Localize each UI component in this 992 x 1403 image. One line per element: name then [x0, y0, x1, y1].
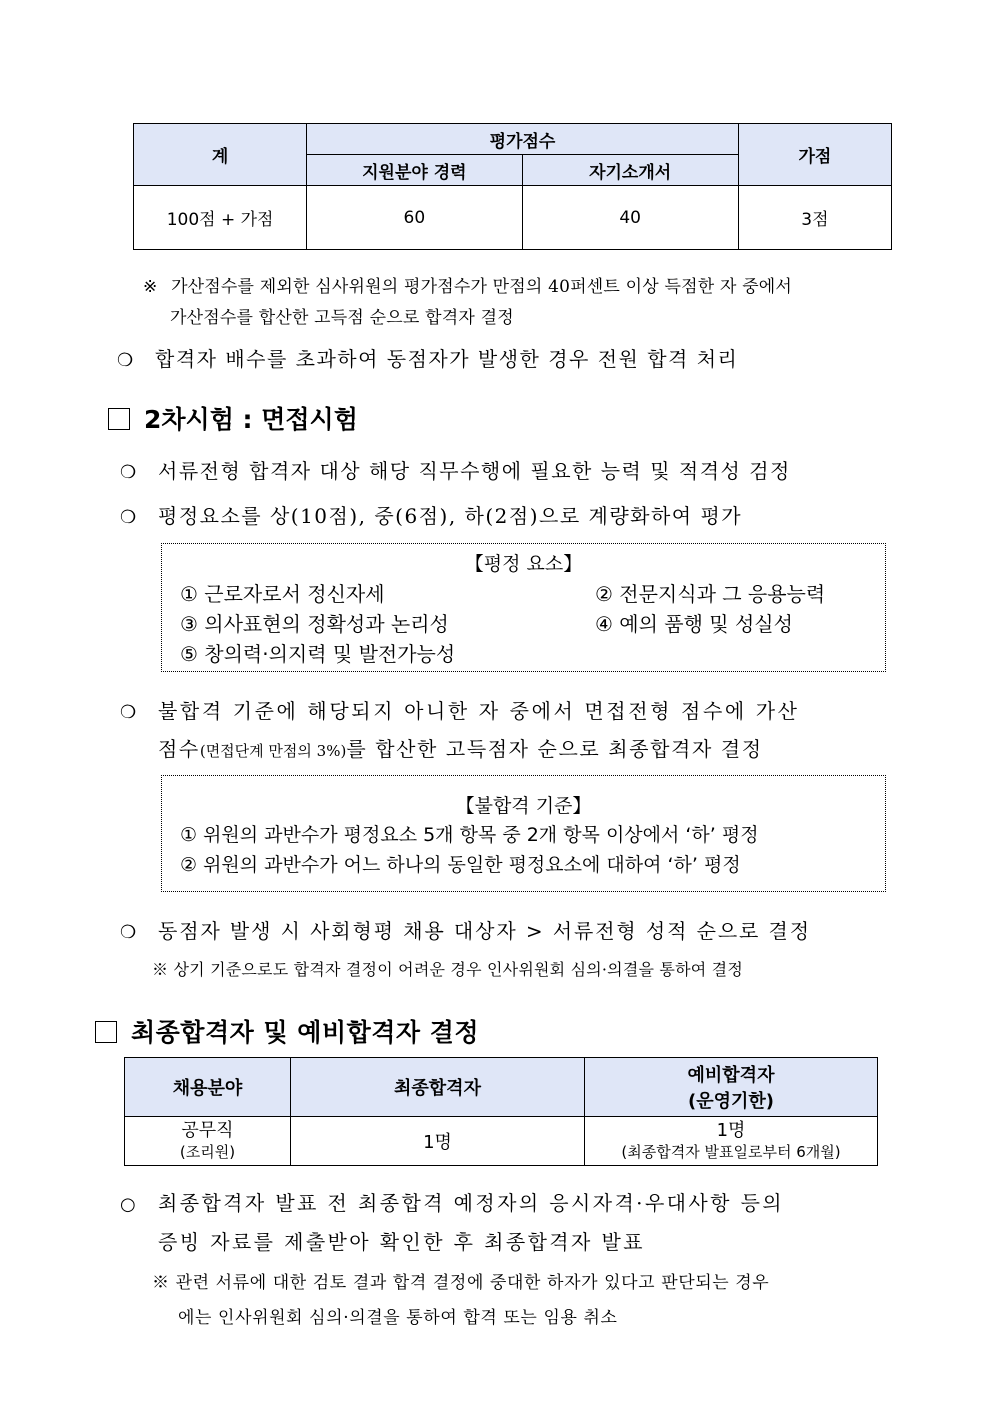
interview-bullet-1: ❍ 서류전형 합격자 대상 해당 직무수행에 필요한 능력 및 적격성 검정	[120, 459, 791, 483]
bullet-icon: ❍	[120, 702, 139, 723]
cell-total: 100점 + 가점	[134, 186, 307, 250]
criteria-item-1: ① 근로자로서 정신자세	[180, 582, 385, 606]
final-note-line2: 에는 인사위원회 심의·의결을 통하여 합격 또는 임용 취소	[178, 1308, 618, 1328]
cell-final: 1명	[291, 1117, 585, 1166]
reference-mark: ※	[143, 277, 158, 297]
score-note-line1: 가산점수를 제외한 심사위원의 평가점수가 만점의 40퍼센트 이상 득점한 자 중에서	[171, 277, 793, 297]
score-table	[133, 123, 892, 250]
bonus-bullet: ❍ 불합격 기준에 해당되지 아니한 자 중에서 면접전형 점수에 가산	[120, 699, 800, 723]
header-self-intro: 자기소개서	[522, 155, 738, 186]
cell-career: 60	[307, 186, 522, 250]
bullet-icon: ○	[120, 1194, 139, 1215]
table-row	[125, 1117, 878, 1166]
fail-criteria-box	[161, 775, 886, 892]
section-title-interview: 2차시험 : 면접시험	[108, 400, 358, 436]
bullet-icon: ❍	[120, 922, 139, 943]
fail-item-1: ① 위원의 과반수가 평정요소 5개 항목 중 2개 항목 이상에서 ‘하’ 평정	[180, 824, 759, 846]
bullet-icon: ❍	[120, 462, 138, 483]
checkbox-square-icon	[108, 408, 130, 430]
final-selection-table	[124, 1057, 878, 1166]
bullet-icon: ❍	[117, 350, 135, 371]
criteria-item-2: ② 전문지식과 그 응용능력	[595, 582, 826, 606]
cell-reserve: 1명 (최종합격자 발표일로부터 6개월)	[585, 1117, 878, 1166]
cell-bonus: 3점	[738, 186, 891, 250]
header-field: 채용분야	[125, 1058, 291, 1117]
header-career: 지원분야 경력	[307, 155, 522, 186]
criteria-box	[161, 543, 886, 672]
cell-self-intro: 40	[522, 186, 738, 250]
bullet-icon: ❍	[120, 507, 138, 528]
tie-break-note: ※ 상기 기준으로도 합격자 결정이 어려운 경우 인사위원회 심의·의결을 통하여 결정	[152, 960, 743, 979]
criteria-item-5: ⑤ 창의력·의지력 및 발전가능성	[180, 642, 456, 666]
header-eval-score: 평가점수	[307, 124, 739, 155]
fail-item-2: ② 위원의 과반수가 어느 하나의 동일한 평정요소에 대하여 ‘하’ 평정	[180, 854, 741, 876]
final-bullet-line2: 증빙 자료를 제출받아 확인한 후 최종합격자 발표	[158, 1230, 645, 1254]
criteria-box-title: 【평정 요소】	[464, 553, 583, 575]
bonus-bullet-line2: 점수(면접단계 만점의 3%)를 합산한 고득점자 순으로 최종합격자 결정	[158, 737, 763, 761]
final-bullet: ○ 최종합격자 발표 전 최종합격 예정자의 응시자격·우대사항 등의	[120, 1191, 785, 1215]
header-final: 최종합격자	[291, 1058, 585, 1117]
tie-rule-text: 합격자 배수를 초과하여 동점자가 발생한 경우 전원 합격 처리	[155, 347, 739, 371]
tie-break-bullet: ❍ 동점자 발생 시 사회형평 채용 대상자 > 서류전형 성적 순으로 결정	[120, 919, 811, 943]
cell-field: 공무직 (조리원)	[125, 1117, 291, 1166]
header-bonus: 가점	[738, 124, 891, 186]
fail-box-title: 【불합격 기준】	[455, 795, 592, 817]
checkbox-square-icon	[95, 1021, 117, 1043]
table-row	[134, 186, 892, 250]
score-note-line2: 가산점수를 합산한 고득점 순으로 합격자 결정	[170, 308, 514, 328]
interview-bullet-2: ❍ 평정요소를 상(10점), 중(6점), 하(2점)으로 계량화하여 평가	[120, 504, 743, 528]
header-reserve: 예비합격자 (운영기한)	[585, 1058, 878, 1117]
header-total: 계	[134, 124, 307, 186]
tie-rule	[117, 343, 738, 372]
criteria-item-3: ③ 의사표현의 정확성과 논리성	[180, 612, 449, 636]
section-title-final: 최종합격자 및 예비합격자 결정	[95, 1013, 479, 1049]
score-note	[143, 272, 792, 297]
criteria-item-4: ④ 예의 품행 및 성실성	[595, 612, 793, 636]
final-note-line1: ※ 관련 서류에 대한 검토 결과 합격 결정에 중대한 하자가 있다고 판단되는 경우	[152, 1273, 770, 1293]
